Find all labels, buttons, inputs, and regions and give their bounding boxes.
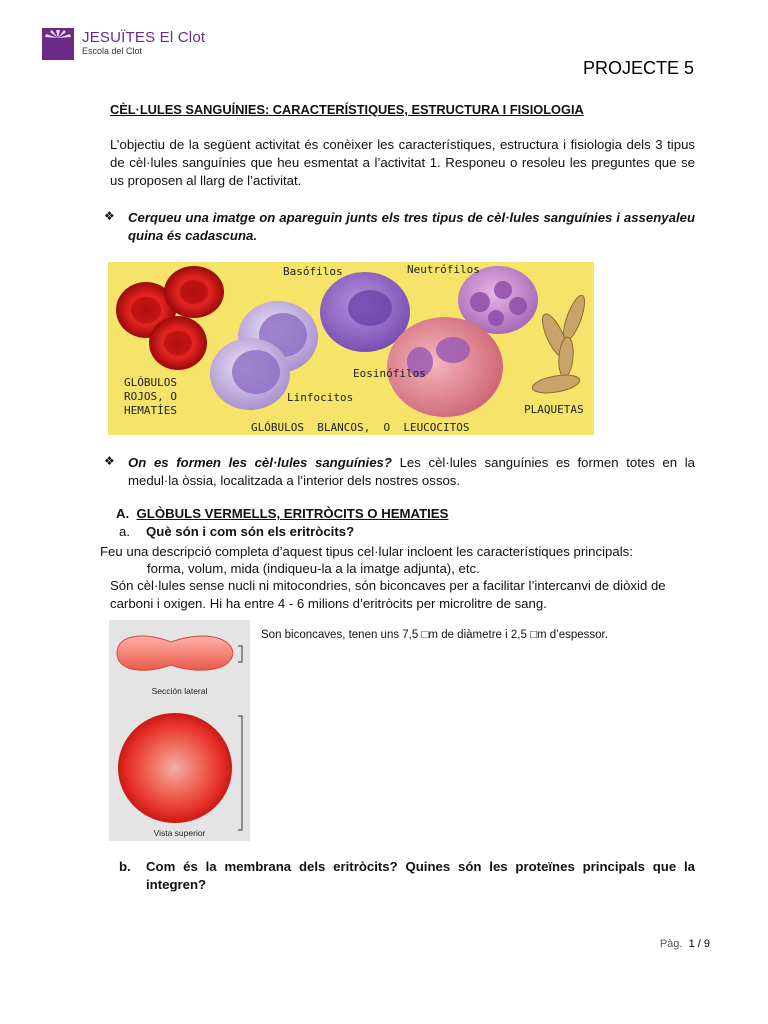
label-basofilos: Basófilos — [283, 265, 343, 278]
question-2-prompt: On es formen les cèl·lules sanguínies? — [128, 455, 392, 470]
platelets — [531, 293, 589, 396]
label-globulos-blancos: GLÓBULOS BLANCOS, O LEUCOCITOS — [251, 421, 470, 434]
section-a-title: GLÒBULS VERMELLS, ERITRÒCITS O HEMATIES — [136, 506, 449, 521]
erythrocyte-figure — [109, 620, 250, 841]
school-name-block — [82, 30, 205, 57]
question-a-description-line1: Feu una descripció completa d’aquest tipus cel·lular incloent les característiques principals: — [100, 544, 633, 559]
label-globulos-rojos-1: GLÓBULOS — [124, 376, 177, 389]
label-neutrofilos: Neutrófilos — [407, 263, 480, 276]
page-number — [660, 938, 710, 950]
question-1: Cerqueu una imatge on apareguin junts els tres tipus de cèl·lules sanguínies i assenyaleu quina és cadascuna. — [128, 210, 695, 243]
school-logo — [42, 28, 74, 60]
question-a: Què són i com són els eritròcits? — [146, 524, 355, 539]
label-eosinofilos: Eosinófilos — [353, 367, 426, 380]
question-b-letter: b. — [119, 859, 131, 874]
erythrocyte-illustration — [109, 620, 250, 841]
question-2 — [128, 454, 695, 490]
caption-side-view: Sección lateral — [151, 686, 208, 696]
erythrocyte-dimensions: Son biconcaves, tenen uns 7,5 □m de diàmetre i 2,5 □m d’espessor. — [261, 629, 608, 641]
bullet-diamond-icon: ❖ — [104, 209, 115, 223]
question-a-answer: Són cèl·lules sense nucli ni mitocondries, són biconcaves per a facilitar l’intercanvi de diòxid de carboni i oxigen. Hi ha entre 4 - 6 milions d’eritròcits per microlitre de sang. — [110, 578, 666, 611]
bullet-diamond-icon: ❖ — [104, 454, 115, 468]
red-blood-cells — [116, 266, 224, 370]
question-a-description-line2: forma, volum, mida (indiqueu-la a la imatge adjunta), etc. — [147, 561, 480, 576]
school-subtitle: Escola del Clot — [82, 46, 143, 56]
section-a-letter: A. — [116, 506, 130, 521]
label-globulos-rojos-3: HEMATÍES — [124, 404, 177, 417]
project-title: PROJECTE 5 — [582, 58, 694, 78]
caption-top-view: Vista superior — [153, 828, 206, 838]
question-2-answer: Les cèl·lules sanguínies es formen totes en la medul·la òssia, localitzada a l’interior dels nostres ossos. — [128, 455, 696, 488]
document-title: CÈL·LULES SANGUÍNIES: CARACTERÍSTIQUES, ESTRUCTURA I FISIOLOGIA — [110, 102, 584, 117]
question-a-letter: a. — [119, 524, 130, 539]
label-linfocitos: Linfocitos — [287, 391, 354, 404]
page-value: 1 / 9 — [688, 938, 710, 950]
section-a-heading — [116, 506, 448, 521]
intro-paragraph: L’objectiu de la següent activitat és conèixer les característiques, estructura i fisiologia dels 3 tipus de cèl·lules sanguínies que heu esmentat a l’activitat 1. Responeu o resoleu les preguntes que se us proposen al llarg de l’activitat. — [110, 137, 695, 188]
label-globulos-rojos-2: ROJOS, O — [124, 390, 177, 403]
label-plaquetas: PLAQUETAS — [524, 403, 584, 416]
page-label: Pàg. — [659, 938, 683, 950]
question-b: Com és la membrana dels eritròcits? Quines són les proteïnes principals que la integren? — [146, 859, 695, 892]
blood-cells-figure — [108, 262, 594, 435]
school-name: JESUÏTES El Clot — [82, 29, 206, 46]
blood-cells-illustration — [108, 262, 594, 435]
